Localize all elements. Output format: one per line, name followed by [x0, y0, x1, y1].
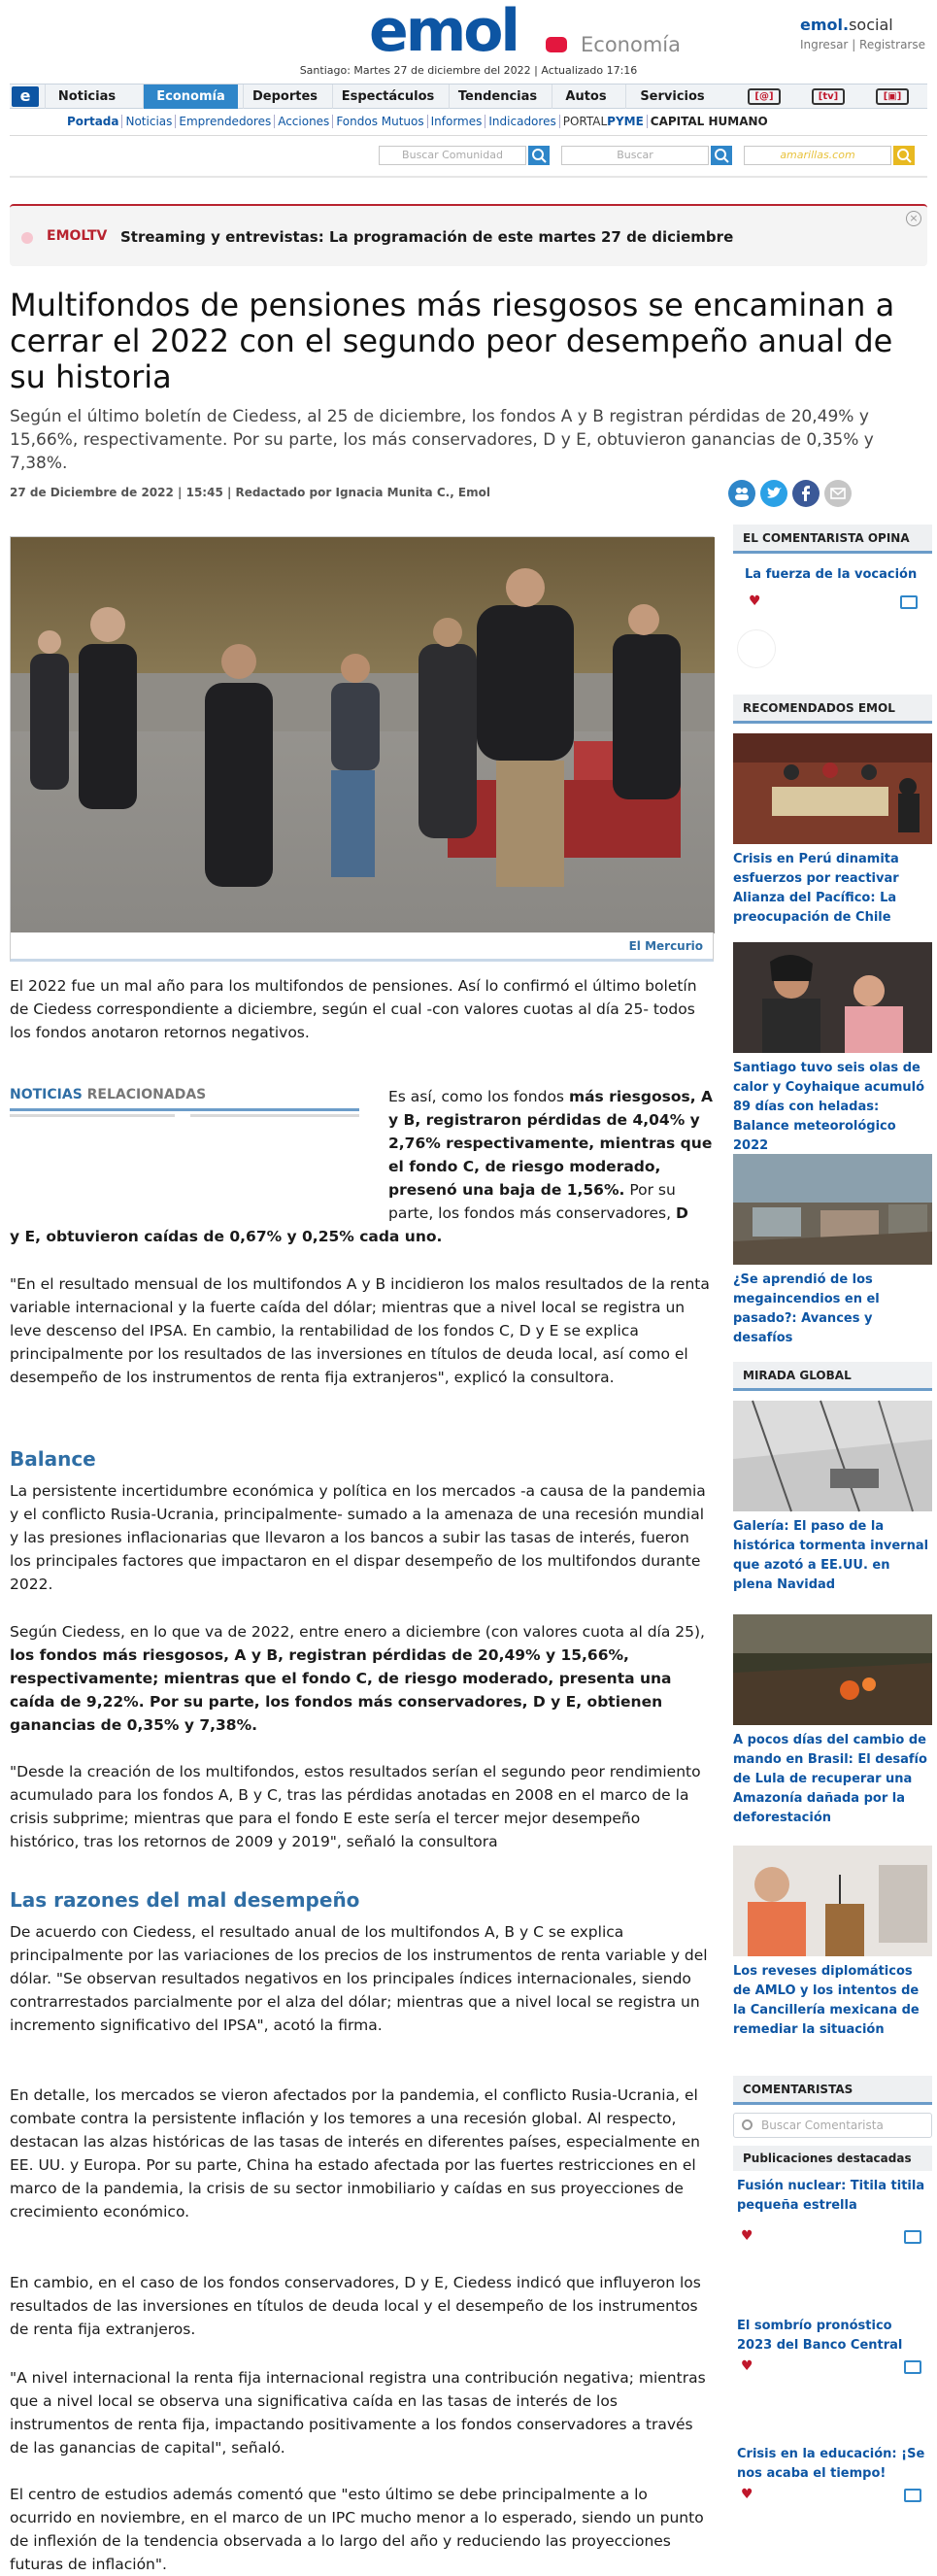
twitter-icon: [760, 480, 787, 507]
sidebar-heading: RECOMENDADOS EMOL: [733, 695, 932, 724]
sidebar-heading: EL COMENTARISTA OPINA: [733, 525, 932, 554]
recomendados-item: [733, 1154, 932, 1348]
heart-icon[interactable]: ♥: [741, 2358, 753, 2374]
emoltv-banner[interactable]: [10, 204, 927, 266]
search-icon: [742, 2119, 753, 2130]
article-paragraph: La persistente incertidumbre económica y política en los mercados -a causa de la pandemia y el conflicto Rusia-Ucrania, principalmente- sumado a la amenaza de una recesión mundial y las presiones inflacionarias que llevaron a los bancos a subir las tasas de interés, fueron los principales factores que impactaron en el dispar desempeño de los multifondos durante 2022.: [10, 1482, 706, 1593]
search-button[interactable]: [711, 146, 732, 165]
people-heat-image: [733, 942, 932, 1053]
related-label-noticias: NOTICIAS: [10, 1087, 83, 1102]
social-logo-prefix: emol.: [800, 16, 850, 34]
text-run: Por su parte, los fondos más conservadores,: [388, 1181, 676, 1222]
sub-nav: [64, 115, 771, 132]
mail-icon: [824, 480, 852, 507]
live-dot-icon: [21, 232, 33, 244]
article-paragraph: [388, 1085, 714, 1225]
article-paragraph: El centro de estudios además comentó que "esto último se debe principalmente a lo ocurrido en noviembre, en el marco de un IPC mucho menor a lo esperado, siendo un punto de inflexión de la tendencia observada a lo largo del año y reduciendo las proyecciones futuras de inflación".: [10, 2486, 704, 2573]
mirada-link[interactable]: Galería: El paso de la histórica tormenta invernal que azotó a EE.UU. en plena Navidad: [733, 1519, 929, 1592]
amlo-podium-image: [733, 1846, 932, 1956]
nav-autos[interactable]: Autos: [552, 85, 619, 109]
recomendado-link[interactable]: Crisis en Perú dinamita esfuerzos por reactivar Alianza del Pacífico: La preocupación de Chile: [733, 852, 899, 925]
close-icon[interactable]: ×: [906, 211, 921, 226]
social-logo-suffix: social: [849, 16, 893, 34]
separator: |: [852, 38, 860, 51]
nav-economia[interactable]: Economía: [143, 85, 238, 109]
comentarista-opina-box: [733, 525, 932, 609]
nav-deportes[interactable]: Deportes: [243, 85, 326, 109]
subnav-acciones[interactable]: Acciones: [275, 115, 333, 128]
publicacion-link[interactable]: Crisis en la educación: ¡Se nos acaba el tiempo!: [737, 2447, 925, 2481]
search-row: [0, 146, 937, 169]
article-paragraph: En cambio, en el caso de los fondos conservadores, D y E, Ciedess indicó que influyeron los resultados de las inversiones en títulos de deuda local y el desempeño de los instrumentos de renta fija extranjeros.: [10, 2274, 701, 2338]
portal-brand: PYME: [607, 115, 644, 128]
article-paragraph: "Desde la creación de los multifondos, estos resultados serían el segundo peor rendimiento acumulado para los fondos A, B y C, tras las pérdidas anotadas en 2008 en el marco de la crisis subprime; mientras que para el fondo E este sería el tercer mejor desempeño histórico, tras los retornos de 2009 y 2019", señaló la consultora: [10, 1763, 701, 1850]
opina-link[interactable]: La fuerza de la vocación: [745, 567, 918, 582]
people-walking-image: [11, 537, 715, 933]
subnav-informes[interactable]: Informes: [428, 115, 486, 128]
article-headline: Multifondos de pensiones más riesgosos se encaminan a cerrar el 2022 con el segundo peor desempeño anual de su historia: [10, 287, 895, 395]
snow-storm-image: [733, 1401, 932, 1511]
nav-noticias[interactable]: Noticias: [45, 85, 128, 109]
bold-text-run: los fondos más riesgosos, A y B, registran pérdidas de 20,49% y 15,66%, respectivamente; mientras que el fondo C, de riesgo moderado, presenta una caída de 9,22%. Por su parte, los fondos más conservadores, D y E, obtienen ganancias de 0,35% y 7,38%.: [10, 1646, 672, 1734]
section-heading: Las razones del mal desempeño: [10, 1888, 360, 1912]
publicaciones-heading: Publicaciones destacadas: [733, 2146, 932, 2171]
logo-dot-icon: [546, 37, 567, 52]
mirada-item: [733, 1846, 932, 2040]
nav-espectaculos[interactable]: Espectáculos: [332, 85, 443, 109]
facebook-share-icon[interactable]: [792, 480, 820, 507]
search-icon: [528, 146, 550, 165]
search-icon: [893, 146, 915, 165]
recomendado-image[interactable]: [733, 1154, 932, 1265]
bold-text-run: más riesgosos, A y B, registraron pérdidas de 4,04% y 2,76% respectivamente, mientras que el fondo C, de riesgo moderado, presenó una baja de 1,56%.: [388, 1088, 713, 1199]
publicacion-link[interactable]: El sombrío pronóstico 2023 del Banco Central: [737, 2319, 903, 2353]
divider: [10, 135, 927, 136]
publicacion-link[interactable]: Fusión nuclear: Titila titila pequeña estrella: [737, 2179, 925, 2213]
sidebar-heading: COMENTARISTAS: [733, 2076, 932, 2105]
camera-nav-icon[interactable]: [▣]: [876, 88, 909, 105]
bold-text-run: D: [675, 1204, 688, 1222]
amarillas-input[interactable]: amarillas.com: [744, 146, 891, 165]
twitter-share-icon[interactable]: [760, 480, 787, 507]
related-news-title: [10, 1087, 359, 1102]
article-photo: [10, 536, 714, 932]
mirada-image[interactable]: [733, 1614, 932, 1725]
recomendado-image[interactable]: [733, 942, 932, 1053]
nav-servicios[interactable]: Servicios: [625, 85, 719, 109]
subnav-portada[interactable]: Portada: [64, 115, 122, 128]
subnav-portal-pyme[interactable]: [560, 115, 648, 128]
subnav-indicadores[interactable]: Indicadores: [485, 115, 559, 128]
tv-nav-icon[interactable]: [tv]: [812, 88, 845, 105]
community-icon: [728, 480, 755, 507]
email-share-icon[interactable]: [824, 480, 852, 507]
register-link[interactable]: Registrarse: [859, 38, 925, 51]
subnav-emprendedores[interactable]: Emprendedores: [176, 115, 275, 128]
section-heading: Balance: [10, 1447, 96, 1471]
article-paragraph: "A nivel internacional la renta fija internacional registra una contribución negativa; mientras que a nivel local se observa una significativa caída en las tasas de interés de los instrumentos de renta fija, impactando positivamente a los fondos conservadores a través de las ganancias de capital", señaló.: [10, 2369, 706, 2457]
mirada-item: [733, 1614, 932, 1828]
section-name[interactable]: Economía: [581, 33, 681, 56]
article-paragraph: El 2022 fue un mal año para los multifondos de pensiones. Así lo confirmó el último boletín de Ciedess correspondiente a diciembre, según el cual -con valores cuotas al día 25- todos los fondos anotaron retornos negativos.: [10, 977, 697, 1041]
article-paragraph: "En el resultado mensual de los multifondos A y B incidieron los malos resultados de la renta variable internacional y la fuerte caída del dólar; mientras que a nivel local se registra un leve descenso del IPSA. En cambio, la rentabilidad de los fondos C, D y E se explica principalmente por los resultados de las inversiones en títulos de deuda local, así como el desempeño de los instrumentos de renta fija extranjeros", explicó la consultora.: [10, 1275, 710, 1386]
mirada-image[interactable]: [733, 1401, 932, 1511]
text-run: Según Ciedess, en lo que va de 2022, entre enero a diciembre (con valores cuota al día 25),: [10, 1623, 705, 1641]
login-link[interactable]: Ingresar: [800, 38, 849, 51]
recomendados-item: [733, 942, 932, 1156]
recomendados-box: [733, 695, 932, 928]
mirada-link[interactable]: Los reveses diplomáticos de AMLO y los intentos de la Cancillería mexicana de remediar la situación: [733, 1964, 920, 2037]
main-nav: [10, 84, 927, 109]
search-icon: [711, 146, 732, 165]
text-run: Es así, como los fondos: [388, 1088, 569, 1105]
search-input[interactable]: Buscar: [561, 146, 709, 165]
mirada-image[interactable]: [733, 1846, 932, 1956]
recomendado-image[interactable]: [733, 733, 932, 844]
subnav-noticias[interactable]: Noticias: [122, 115, 176, 128]
comment-icon[interactable]: [900, 595, 918, 609]
article-lead: Según el último boletín de Ciedess, al 25 de diciembre, los fondos A y B registran pérdidas de 20,49% y 15,66%, respectivamente. Por su parte, los más conservadores, D y E, obtuvieron ganancias de 0,35% y 7,38%.: [10, 407, 874, 473]
article-paragraph: y E, obtuvieron caídas de 0,67% y 0,25% cada uno.: [10, 1228, 443, 1245]
mail-nav-icon[interactable]: [@]: [748, 88, 781, 105]
photo-credit: El Mercurio: [628, 939, 703, 953]
related-news-box: [10, 1087, 359, 1116]
social-links: [800, 38, 925, 51]
emoltv-label: EMOLTV: [47, 228, 108, 244]
share-community-icon[interactable]: [728, 480, 755, 507]
related-rules: [10, 1108, 359, 1116]
article-paragraph: En detalle, los mercados se vieron afectados por la pandemia, el conflicto Rusia-Ucrania, el combate contra la persistente inflación y los temores a una recesión global. Al respecto, destacan las alzas históricas de las tasas de interés en diferentes países, especialmente en EE. UU. y Europa. Por su parte, China ha estado afectada por las fuertes restricciones en el marco de la pandemia, la crisis de su sector inmobiliario y caídas en sus proyecciones de crecimiento económico.: [10, 2086, 700, 2220]
search-comunidad-button[interactable]: [528, 146, 550, 165]
comment-icon[interactable]: [904, 2489, 921, 2502]
social-box: [800, 16, 925, 51]
heart-icon[interactable]: ♥: [741, 2487, 753, 2502]
comment-icon[interactable]: [904, 2360, 921, 2374]
article-byline: 27 de Diciembre de 2022 | 15:45 | Redactado por Ignacia Munita C., Emol: [10, 486, 490, 499]
recomendado-link[interactable]: ¿Se aprendió de los megaincendios en el pasado?: Avances y desafíos: [733, 1272, 880, 1345]
heart-icon[interactable]: ♥: [749, 593, 761, 609]
site-header: [0, 0, 937, 65]
divider: [10, 1114, 175, 1117]
divider: [10, 176, 927, 178]
comentarista-search-input[interactable]: [733, 2113, 932, 2138]
amarillas-search-button[interactable]: [893, 146, 915, 165]
comentarista-search-placeholder: Buscar Comentarista: [761, 2118, 884, 2132]
subnav-fondos-mutuos[interactable]: Fondos Mutuos: [333, 115, 427, 128]
facebook-icon: [792, 480, 820, 507]
emol-social-logo[interactable]: [800, 16, 925, 34]
article-paragraph: [10, 1620, 714, 1737]
meeting-room-image: [733, 733, 932, 844]
comentaristas-box: [733, 2076, 932, 2502]
mirada-global-box: [733, 1362, 932, 1595]
avatar: [737, 629, 776, 668]
related-label-relacionadas: RELACIONADAS: [82, 1087, 207, 1102]
sidebar-heading: MIRADA GLOBAL: [733, 1362, 932, 1391]
emol-logo[interactable]: emol: [369, 0, 518, 65]
divider: [10, 1108, 359, 1111]
burned-houses-image: [733, 1154, 932, 1265]
photo-caption-bar: [10, 932, 714, 962]
portal-prefix: PORTAL: [562, 115, 608, 128]
comment-icon[interactable]: [904, 2230, 921, 2244]
mirada-link[interactable]: A pocos días del cambio de mando en Brasil: El desafío de Lula de recuperar una Amazonía dañada por la deforestación: [733, 1733, 927, 1825]
nav-tendencias[interactable]: Tendencias: [449, 85, 546, 109]
home-icon[interactable]: e: [12, 86, 39, 107]
subnav-capital-humano[interactable]: CAPITAL HUMANO: [650, 115, 768, 128]
date-line: Santiago: Martes 27 de diciembre del 2022 | Actualizado 17:16: [299, 64, 638, 77]
article-paragraph: De acuerdo con Ciedess, el resultado anual de los multifondos A, B y C se explica principalmente por las variaciones de los precios de los instrumentos de renta variable y del dólar. "Se observan resultados negativos en los principales índices internacionales, siendo contrarrestados parcialmente por el alza del dólar; mientras que a nivel local se registra un incremento significativo del IPSA", acotó la firma.: [10, 1923, 708, 2034]
search-comunidad-input[interactable]: Buscar Comunidad: [379, 146, 526, 165]
recomendado-link[interactable]: Santiago tuvo seis olas de calor y Coyhaique acumuló 89 días con heladas: Balance meteorológico 2022: [733, 1061, 925, 1153]
heart-icon[interactable]: ♥: [741, 2228, 753, 2244]
divider: [190, 1114, 359, 1117]
emoltv-title[interactable]: Streaming y entrevistas: La programación de este martes 27 de diciembre: [120, 228, 734, 246]
amazon-deforestation-image: [733, 1614, 932, 1725]
